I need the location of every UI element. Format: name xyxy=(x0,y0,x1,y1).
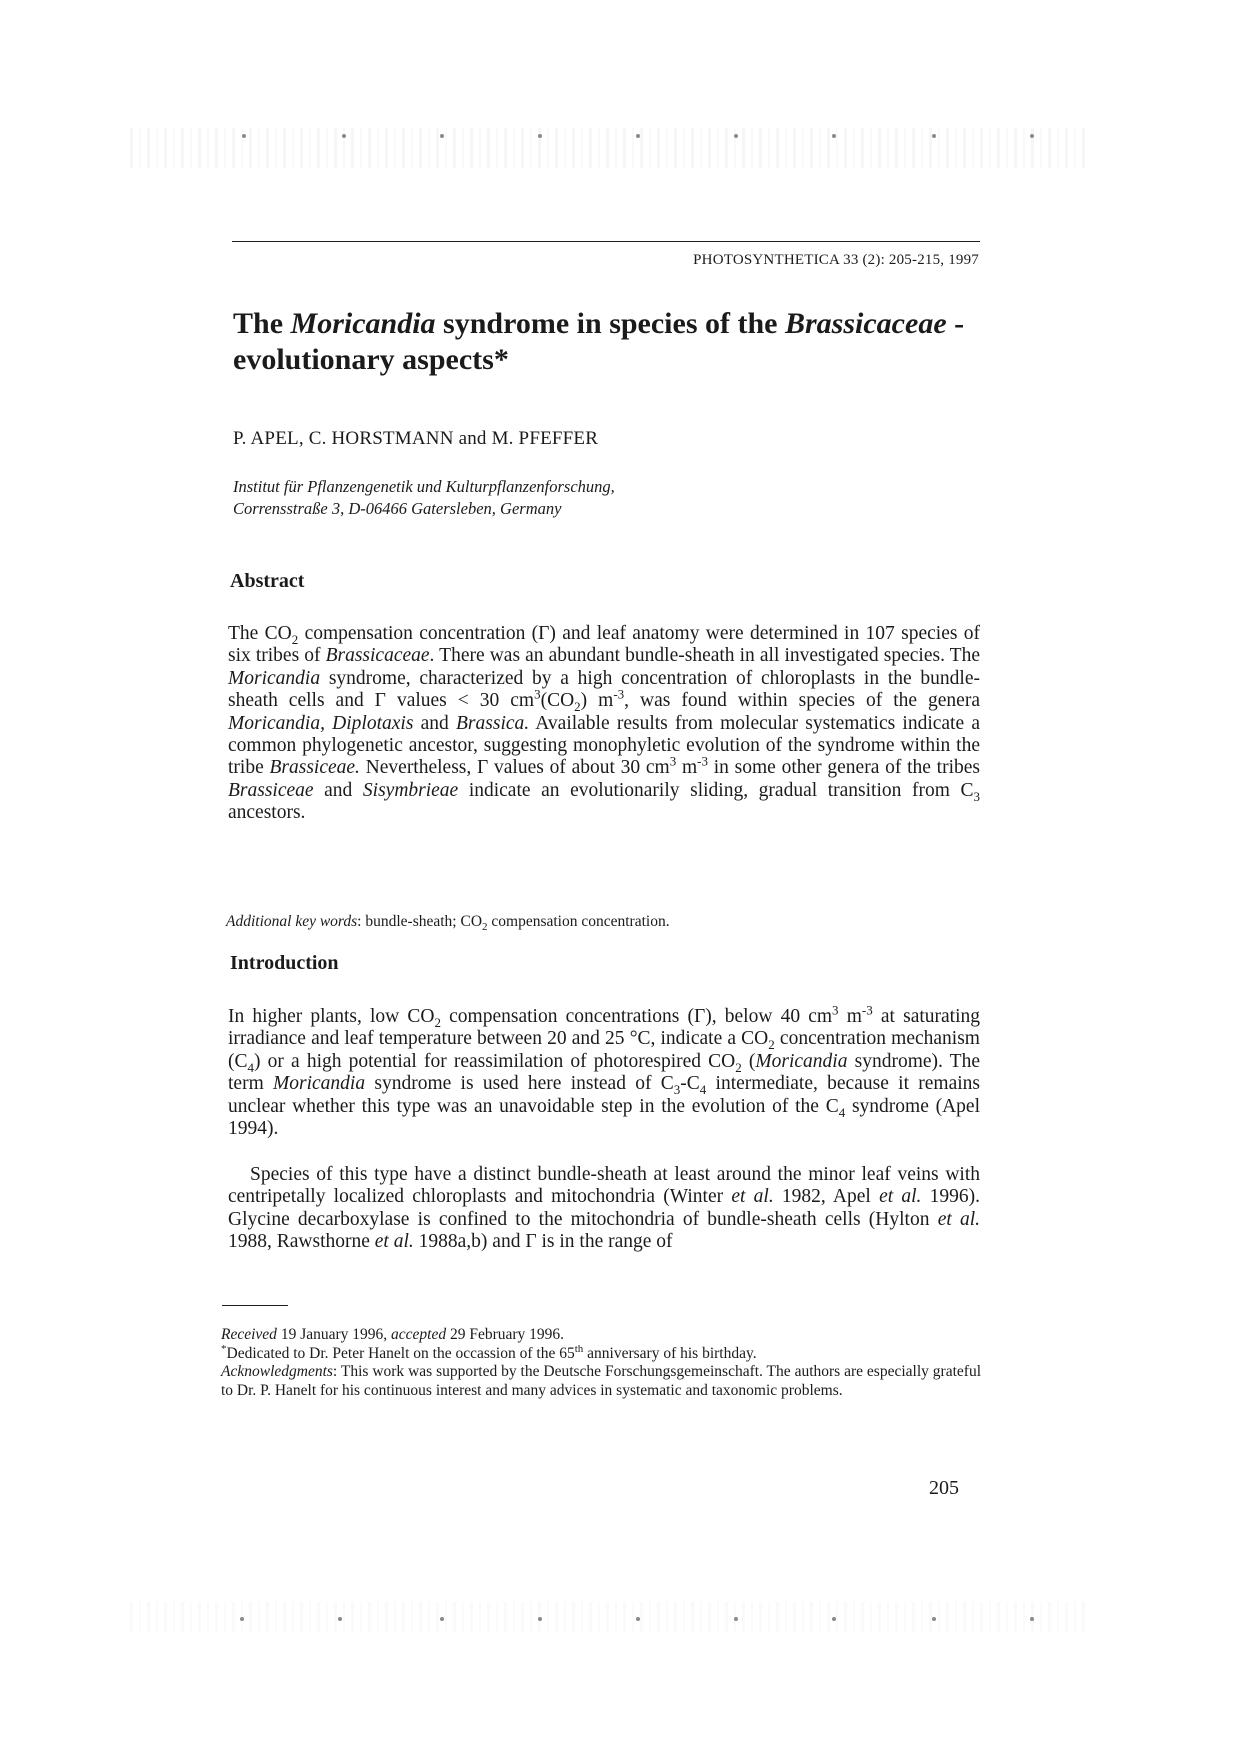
footnote-received: Received 19 January 1996, accepted 29 February 1996. xyxy=(221,1326,565,1343)
affiliation-line-1: Institut für Pflanzengenetik und Kulturpflanzenforschung, xyxy=(233,477,615,496)
page-number: 205 xyxy=(929,1477,959,1499)
introduction-paragraph-2: Species of this type have a distinct bundle-sheath at least around the minor leaf veins with centripetally localized chloroplasts and mitochondria (Winter et al. 1982, Apel et al. 1996). Glycine decarboxylase is confined to the mitochondria of bundle-sheath cells (Hylton et al. 1988, Rawsthorne et al. 1988a,b) and Γ is in the range of xyxy=(228,1164,981,1253)
key-words: Additional key words: bundle-sheath; $CO_2$ compensation concentration. xyxy=(226,913,670,934)
header-rule xyxy=(232,241,980,242)
journal-reference: PHOTOSYNTHETICA 33 (2): 205-215, 1997 xyxy=(693,252,979,268)
scan-dots-top xyxy=(0,134,1241,144)
authors: P. APEL, C. HORSTMANN and M. PFEFFER xyxy=(233,428,599,449)
introduction-paragraph-1: In higher plants, low $CO_2$ compensation concentrations (Γ), below 40 $cm^3$ $m^{-3}$ at saturating irradiance and leaf temperature between 20 and 25 °C, indicate a $CO_2$ concentration mechanism $(C_4)$ or a high potential for reassimilation of photorespired $CO_2$ (Moricandia syndrome). The term Moricandia syndrome is used here instead of $C_3-C_4$ intermediate, because it remains unclear whether this type was an unavoidable step in the evolution of the $C_4$ syndrome (Apel 1994). xyxy=(228,1002,981,1140)
abstract-text: The $CO_2$ compensation concentration (Γ) and leaf anatomy were determined in 107 species of six tribes of Brassicaceae. There was an abundant bundle-sheath in all investigated species. The Moricandia syndrome, characterized by a high concentration of chloroplasts in the bundle-sheath cells and Γ values < 30 $cm^3(CO_2)$ $m^{-3}$, was found within species of the genera Moricandia, Diplotaxis and Brassica. Available results from molecular systematics indicate a common phylogenetic ancestor, suggesting monophyletic evolution of the syndrome within the tribe Brassiceae. Nevertheless, Γ values of about 30 $cm^3$ $m^{-3}$ in some other genera of the tribes Brassiceae and Sisymbrieae indicate an evolutionarily sliding, gradual transition from $C_3$ ancestors. xyxy=(228,623,981,824)
scan-dots-bottom xyxy=(0,1617,1241,1627)
affiliation-line-2: Corrensstraße 3, D-06466 Gatersleben, Germany xyxy=(233,499,562,518)
footnote-dedication: *Dedicated to Dr. Peter Hanelt on the occassion of the 65th anniversary of his birthday. xyxy=(221,1342,757,1362)
introduction-heading: Introduction xyxy=(230,952,339,974)
footnote-acknowledgments: Acknowledgments: This work was supported by the Deutsche Forschungsgemeinschaft. The authors are especially grateful to Dr. P. Hanelt for his continuous interest and many advices in systematic and taxonomic problems. xyxy=(221,1363,981,1399)
footnotes xyxy=(221,1326,981,1400)
footnote-rule xyxy=(222,1305,288,1306)
affiliation xyxy=(233,476,933,520)
abstract-heading: Abstract xyxy=(230,570,305,592)
article-title: The Moricandia syndrome in species of the Brassicaceae - evolutionary aspects* xyxy=(233,307,965,376)
